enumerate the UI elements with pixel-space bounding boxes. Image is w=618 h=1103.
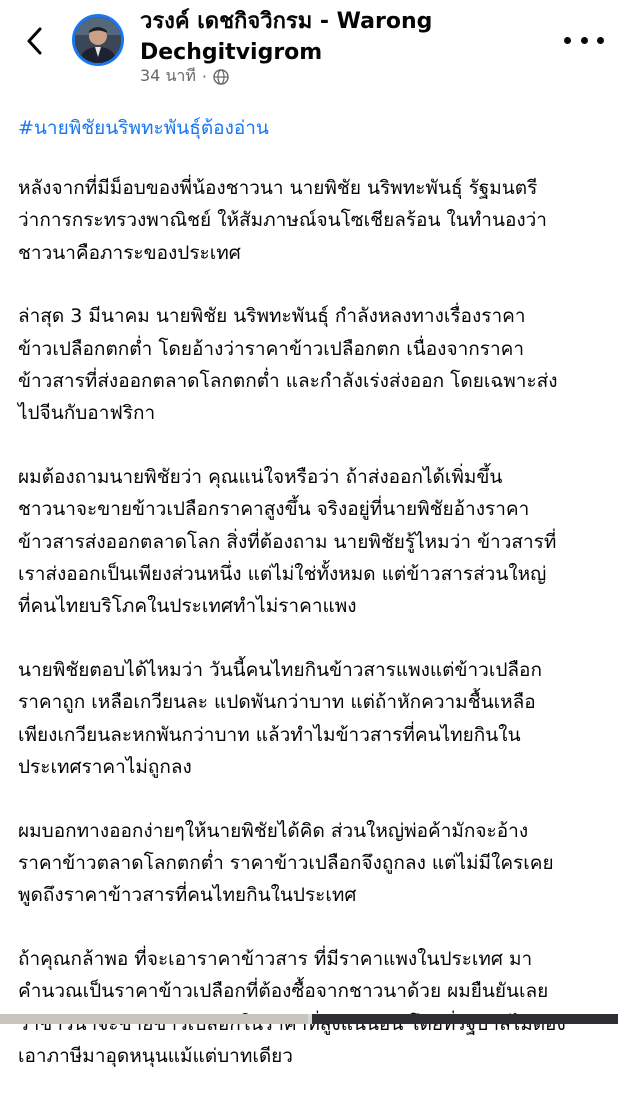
avatar-photo	[75, 17, 121, 63]
author-name-line2: Dechgitvigrom	[140, 40, 323, 65]
more-horizontal-icon	[564, 37, 571, 44]
paragraph-line: ข้าวสารที่ส่งออกตลาดโลกตกต่ำ และกำลังเร่งส่งออก โดยเฉพาะส่ง	[18, 370, 558, 393]
post-paragraph	[18, 300, 610, 430]
paragraph-line: ไปจีนกับอาฟริกา	[18, 402, 156, 425]
paragraph-line: ชาวนาจะขายข้าวเปลือกราคาสูงขึ้น จริงอยู่ที่นายพิชัยอ้างราคา	[18, 498, 530, 521]
post-paragraphs	[18, 172, 610, 1072]
paragraph-line: ที่คนไทยบริโภคในประเทศทำไม่ราคาแพง	[18, 595, 357, 618]
paragraph-line: นายพิชัยตอบได้ไหมว่า วันนี้คนไทยกินข้าวสารแพงแต่ข้าวเปลือก	[18, 658, 542, 681]
paragraph-line: ราคาถูก เหลือเกวียนละ แปดพันกว่าบาท แต่ถ้าหักความชื้นเหลือ	[18, 691, 536, 714]
paragraph-line: คำนวณเป็นราคาข้าวเปลือกที่ต้องซื้อจากชาวนาด้วย ผมยืนยันเลย	[18, 980, 549, 1003]
post-time[interactable]: 34 นาที	[140, 66, 196, 85]
paragraph-line: ถ้าคุณกล้าพอ ที่จะเอาราคาข้าวสาร ที่มีราคาแพงในประเทศ มา	[18, 947, 533, 970]
paragraph-line: ราคาข้าวตลาดโลกตกต่ำ ราคาข้าวเปลือกจึงถูกลง แต่ไม่มีใครเคย	[18, 851, 554, 874]
paragraph-line: ว่าการกระทรวงพาณิชย์ ให้สัมภาษณ์จนโซเชียลร้อน ในทำนองว่า	[18, 209, 547, 232]
globe-icon	[213, 69, 229, 85]
paragraph-line: หลังจากที่มีม็อบของพี่น้องชาวนา นายพิชัย นริพทะพันธุ์ รัฐมนตรี	[18, 177, 538, 199]
paragraph-line: ล่าสุด 3 มีนาคม นายพิชัย นริพทะพันธุ์ กำลังหลงทางเรื่องราคา	[18, 305, 526, 328]
paragraph-line: ผมต้องถามนายพิชัยว่า คุณแน่ใจหรือว่า ถ้าส่งออกได้เพิ่มขึ้น	[18, 465, 503, 488]
paragraph-line: ข้าวเปลือกตกต่ำ โดยอ้างว่าราคาข้าวเปลือกตก เนื่องจากราคา	[18, 337, 525, 360]
post-paragraph	[18, 461, 610, 623]
author-name-line1: วรงค์ เดชกิจวิกรม - Warong	[140, 9, 433, 34]
paragraph-line: พูดถึงราคาข้าวสารที่คนไทยกินในประเทศ	[18, 884, 357, 907]
author-name[interactable]	[140, 6, 520, 68]
paragraph-line: เอาภาษีมาอุดหนุนแม้แต่บาทเดียว	[18, 1044, 293, 1067]
author-avatar[interactable]	[72, 14, 124, 66]
back-button[interactable]	[20, 24, 48, 58]
post-paragraph	[18, 654, 610, 784]
post-image-2[interactable]	[312, 1014, 618, 1024]
meta-separator: ·	[201, 67, 208, 86]
more-options-button[interactable]	[564, 26, 604, 54]
post-paragraph	[18, 172, 610, 269]
post-image-1[interactable]	[0, 1014, 308, 1024]
paragraph-line: เพียงเกวียนละหกพันกว่าบาท แล้วทำไมข้าวสารที่คนไทยกินใน	[18, 723, 521, 746]
post-meta	[140, 64, 229, 89]
post-body	[18, 112, 610, 1103]
post-hashtag[interactable]: #นายพิชัยนริพทะพันธุ์ต้องอ่าน	[18, 117, 269, 139]
post-header	[0, 0, 618, 100]
paragraph-line: เราส่งออกเป็นเพียงส่วนหนึ่ง แต่ไม่ใช่ทั้งหมด แต่ข้าวสารส่วนใหญ่	[18, 563, 547, 586]
paragraph-line: ข้าวสารส่งออกตลาดโลก สิ่งที่ต้องถาม นายพิชัยรู้ไหมว่า ข้าวสารที่	[18, 530, 557, 553]
paragraph-line: ประเทศราคาไม่ถูกลง	[18, 756, 192, 779]
paragraph-line: ผมบอกทางออกง่ายๆให้นายพิชัยได้คิด ส่วนใหญ่พ่อค้ามักจะอ้าง	[18, 819, 529, 842]
post-paragraph	[18, 815, 610, 912]
paragraph-line: ชาวนาคือภาระของประเทศ	[18, 241, 241, 264]
post-media-strip[interactable]	[0, 1014, 618, 1024]
post-paragraph	[18, 943, 610, 1073]
chevron-left-icon	[26, 27, 42, 55]
